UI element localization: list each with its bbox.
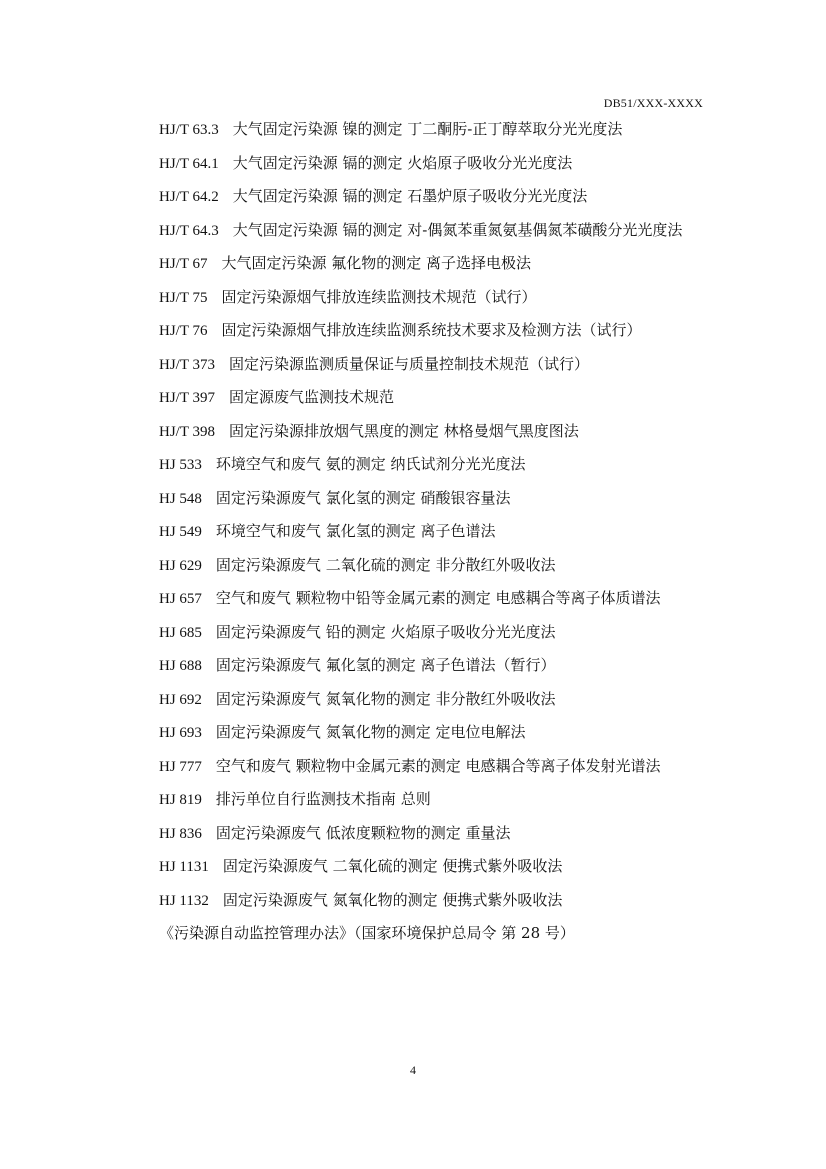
standard-title: 固定污染源废气 低浓度颗粒物的测定 重量法 xyxy=(215,823,511,842)
page-number: 4 xyxy=(410,1063,416,1077)
reference-item xyxy=(123,348,705,382)
standard-title: 空气和废气 颗粒物中铅等金属元素的测定 电感耦合等离子体质谱法 xyxy=(215,589,661,607)
reference-item xyxy=(123,850,705,884)
reference-item xyxy=(123,683,705,717)
standard-code: HJ/T 63.3 xyxy=(159,122,219,138)
standard-title: 大气固定污染源 氟化物的测定 离子选择电极法 xyxy=(221,254,532,272)
reference-item xyxy=(123,716,705,750)
reference-item xyxy=(123,549,705,583)
standard-code: HJ 548 xyxy=(159,490,202,507)
standard-title: 固定污染源监测质量保证与质量控制技术规范（试行） xyxy=(228,354,589,373)
standard-title: 固定污染源废气 二氧化硫的测定 非分散红外吸收法 xyxy=(215,555,556,574)
standard-code: HJ/T 67 xyxy=(159,256,208,272)
standard-code: HJ 629 xyxy=(159,557,202,574)
reference-item xyxy=(123,247,705,281)
standard-code: HJ 819 xyxy=(159,792,202,808)
reference-item xyxy=(123,113,705,147)
reference-item xyxy=(123,616,705,650)
reference-item xyxy=(123,147,705,181)
standard-title: 固定污染源废气 氮氧化物的测定 便携式紫外吸收法 xyxy=(222,890,563,909)
standard-title: 固定污染源废气 氟化氢的测定 离子色谱法（暂行） xyxy=(215,656,556,674)
reference-item xyxy=(123,482,705,516)
standard-code: HJ 777 xyxy=(159,758,202,775)
reference-item xyxy=(123,750,705,784)
standard-title: 固定污染源废气 铅的测定 火焰原子吸收分光光度法 xyxy=(215,622,556,641)
standard-code: HJ 693 xyxy=(159,725,202,741)
standard-title: 固定污染源废气 二氧化硫的测定 便携式紫外吸收法 xyxy=(222,857,563,875)
standard-code: HJ 836 xyxy=(159,825,202,842)
reference-item xyxy=(123,448,705,482)
standard-title: 固定污染源废气 氮氧化物的测定 非分散红外吸收法 xyxy=(215,689,556,708)
standard-code: HJ/T 76 xyxy=(159,323,208,339)
standard-title: 大气固定污染源 镉的测定 石墨炉原子吸收分光光度法 xyxy=(232,187,588,205)
standard-title: 固定污染源烟气排放连续监测系统技术要求及检测方法（试行） xyxy=(221,321,642,339)
standard-code: HJ/T 64.3 xyxy=(159,222,219,239)
standard-title: 固定污染源废气 氮氧化物的测定 定电位电解法 xyxy=(215,723,526,741)
standard-title: 大气固定污染源 镍的测定 丁二酮肟-正丁醇萃取分光光度法 xyxy=(232,120,623,138)
reference-item xyxy=(123,180,705,214)
document-code: DB51/XXX-XXXX xyxy=(603,96,703,110)
standard-code: HJ 1132 xyxy=(159,892,209,909)
reference-item xyxy=(123,817,705,851)
reference-item xyxy=(123,783,705,817)
standard-code: HJ/T 397 xyxy=(159,390,215,406)
reference-item xyxy=(123,214,705,248)
standard-code: HJ/T 64.1 xyxy=(159,155,219,172)
reference-item xyxy=(123,281,705,315)
reference-item xyxy=(123,515,705,549)
reference-item xyxy=(123,314,705,348)
standard-title: 大气固定污染源 镉的测定 对-偶氮苯重氮氨基偶氮苯磺酸分光光度法 xyxy=(232,220,683,239)
reference-item xyxy=(123,415,705,449)
standard-code: HJ 1131 xyxy=(159,859,209,875)
standard-code: HJ/T 64.2 xyxy=(159,189,219,205)
standard-code: HJ/T 398 xyxy=(159,423,215,440)
standard-title: 环境空气和废气 氨的测定 纳氏试剂分光光度法 xyxy=(215,455,526,473)
standard-title: 空气和废气 颗粒物中金属元素的测定 电感耦合等离子体发射光谱法 xyxy=(215,756,661,775)
standard-code: HJ 685 xyxy=(159,624,202,641)
standard-title: 固定污染源废气 氯化氢的测定 硝酸银容量法 xyxy=(215,488,511,507)
standard-title: 环境空气和废气 氯化氢的测定 离子色谱法 xyxy=(215,522,496,540)
standard-code: HJ 692 xyxy=(159,691,202,708)
regulation-title: 《污染源自动监控管理办法》（国家环境保护总局令 第 28 号） xyxy=(159,924,575,942)
standard-code: HJ 549 xyxy=(159,524,202,540)
standard-code: HJ 533 xyxy=(159,457,202,473)
standard-title: 固定污染源排放烟气黑度的测定 林格曼烟气黑度图法 xyxy=(228,421,579,440)
standard-code: HJ 657 xyxy=(159,591,202,607)
standard-code: HJ 688 xyxy=(159,658,202,674)
reference-item xyxy=(123,884,705,918)
reference-item xyxy=(123,381,705,415)
reference-list xyxy=(123,113,705,950)
standard-title: 排污单位自行监测技术指南 总则 xyxy=(215,790,431,808)
reference-item-regulation xyxy=(123,917,705,950)
reference-item xyxy=(123,649,705,683)
standard-code: HJ/T 75 xyxy=(159,289,208,306)
standard-title: 大气固定污染源 镉的测定 火焰原子吸收分光光度法 xyxy=(232,153,573,172)
standard-code: HJ/T 373 xyxy=(159,356,215,373)
standard-title: 固定污染源烟气排放连续监测技术规范（试行） xyxy=(221,287,537,306)
reference-item xyxy=(123,582,705,616)
standard-title: 固定源废气监测技术规范 xyxy=(228,388,394,406)
